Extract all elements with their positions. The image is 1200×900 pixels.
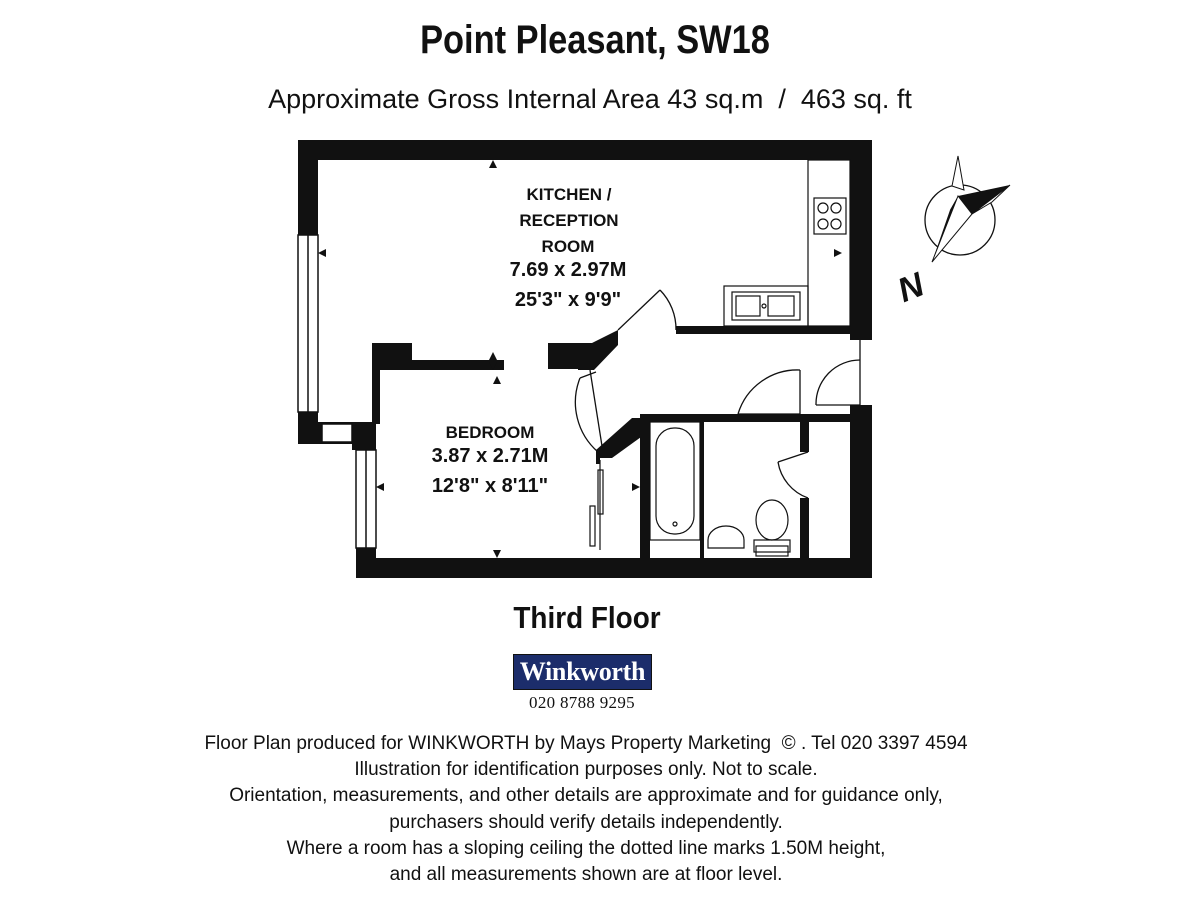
disclaimer-line: and all measurements shown are at floor level.: [389, 864, 783, 886]
kitchen-name-line-2: RECEPTION: [519, 211, 619, 230]
kitchen-imperial: 25'3" x 9'9": [514, 289, 622, 311]
page-title: Point Pleasant, SW18: [420, 18, 770, 62]
bathroom-fixtures: [650, 422, 790, 556]
disclaimer-line: Where a room has a sloping ceiling the dotted line marks 1.50M height,: [286, 837, 886, 859]
internal-walls: [372, 326, 872, 560]
doors: [575, 290, 860, 498]
bedroom-room-label: [432, 423, 549, 497]
kitchen-room-label: [510, 185, 627, 311]
bedroom-metric: 3.87 x 2.71M: [431, 445, 549, 467]
compass-north-label: N: [892, 265, 930, 311]
disclaimer-line: purchasers should verify details independently.: [389, 811, 783, 833]
agent-phone: 020 8788 9295: [529, 693, 635, 712]
bedroom-name: BEDROOM: [445, 423, 535, 442]
kitchen-name-line-3: ROOM: [541, 237, 595, 256]
compass-icon: [892, 156, 1010, 310]
kitchen-units: [724, 160, 850, 326]
agent-logo: [513, 654, 652, 690]
disclaimer-line: Illustration for identification purposes only. Not to scale.: [354, 759, 818, 781]
disclaimer-line: Floor Plan produced for WINKWORTH by Mays Property Marketing © . Tel 020 3397 4594: [204, 733, 968, 754]
windows: [298, 235, 376, 548]
agent-name: Winkworth: [519, 657, 646, 686]
disclaimer: [0, 731, 1172, 888]
floor-label: Third Floor: [513, 600, 661, 635]
disclaimer-line: Orientation, measurements, and other details are approximate and for guidance only,: [229, 785, 943, 807]
wardrobe: [590, 460, 603, 550]
bedroom-imperial: 12'8" x 8'11": [431, 475, 549, 497]
area-subtitle: Approximate Gross Internal Area 43 sq.m / 463 sq. ft: [268, 84, 912, 114]
kitchen-name-line-1: KITCHEN /: [526, 185, 612, 204]
kitchen-metric: 7.69 x 2.97M: [509, 259, 627, 281]
